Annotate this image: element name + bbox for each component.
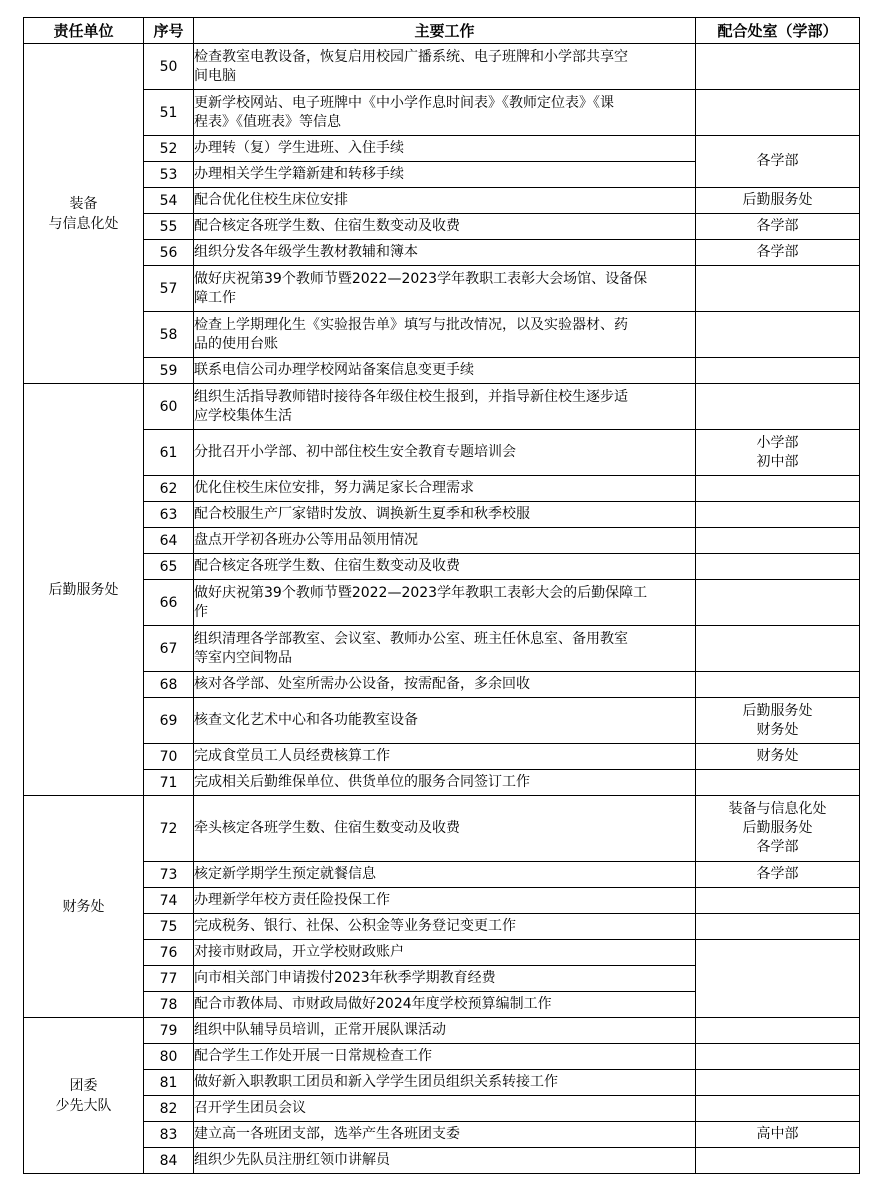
coop-cell	[696, 554, 860, 580]
coop-cell	[696, 1044, 860, 1070]
row-number: 83	[144, 1122, 194, 1148]
row-number: 79	[144, 1018, 194, 1044]
row-number: 62	[144, 476, 194, 502]
row-number: 54	[144, 188, 194, 214]
row-number: 51	[144, 90, 194, 136]
coop-cell: 装备与信息化处 后勤服务处 各学部	[696, 796, 860, 862]
unit-cell: 财务处	[24, 796, 144, 1018]
work-cell: 组织分发各年级学生教材教辅和簿本	[194, 240, 696, 266]
coop-cell: 各学部	[696, 862, 860, 888]
work-cell: 组织少先队员注册红领巾讲解员	[194, 1148, 696, 1174]
row-number: 59	[144, 358, 194, 384]
header-row	[24, 18, 860, 44]
table-row	[24, 90, 860, 136]
table-row	[24, 430, 860, 476]
table-row	[24, 1018, 860, 1044]
table-row	[24, 770, 860, 796]
work-cell: 对接市财政局，开立学校财政账户	[194, 940, 696, 966]
table-row	[24, 862, 860, 888]
work-cell: 组织生活指导教师错时接待各年级住校生报到，并指导新住校生逐步适 应学校集体生活	[194, 384, 696, 430]
coop-cell: 各学部	[696, 214, 860, 240]
work-cell: 做好庆祝第39个教师节暨2022—2023学年教职工表彰大会场馆、设备保 障工作	[194, 266, 696, 312]
unit-cell: 后勤服务处	[24, 384, 144, 796]
row-number: 73	[144, 862, 194, 888]
table-row	[24, 1070, 860, 1096]
work-cell: 向市相关部门申请拨付2023年秋季学期教育经费	[194, 966, 696, 992]
coop-cell	[696, 266, 860, 312]
coop-cell: 小学部 初中部	[696, 430, 860, 476]
row-number: 65	[144, 554, 194, 580]
table-row	[24, 312, 860, 358]
work-cell: 完成食堂员工人员经费核算工作	[194, 744, 696, 770]
work-cell: 办理新学年校方责任险投保工作	[194, 888, 696, 914]
row-number: 50	[144, 44, 194, 90]
coop-cell	[696, 502, 860, 528]
work-cell: 优化住校生床位安排，努力满足家长合理需求	[194, 476, 696, 502]
table-row	[24, 266, 860, 312]
row-number: 66	[144, 580, 194, 626]
coop-cell: 财务处	[696, 744, 860, 770]
work-cell: 核对各学部、处室所需办公设备，按需配备，多余回收	[194, 672, 696, 698]
table-row	[24, 626, 860, 672]
coop-cell	[696, 312, 860, 358]
table-row	[24, 580, 860, 626]
table-row	[24, 476, 860, 502]
table-row	[24, 1096, 860, 1122]
work-cell: 配合学生工作处开展一日常规检查工作	[194, 1044, 696, 1070]
row-number: 60	[144, 384, 194, 430]
table-row	[24, 672, 860, 698]
row-number: 74	[144, 888, 194, 914]
work-cell: 办理相关学生学籍新建和转移手续	[194, 162, 696, 188]
row-number: 58	[144, 312, 194, 358]
table-row	[24, 240, 860, 266]
work-cell: 做好庆祝第39个教师节暨2022—2023学年教职工表彰大会的后勤保障工 作	[194, 580, 696, 626]
work-cell: 配合市教体局、市财政局做好2024年度学校预算编制工作	[194, 992, 696, 1018]
coop-cell: 各学部	[696, 240, 860, 266]
table-row	[24, 796, 860, 862]
table-row	[24, 384, 860, 430]
row-number: 80	[144, 1044, 194, 1070]
work-cell: 联系电信公司办理学校网站备案信息变更手续	[194, 358, 696, 384]
row-number: 70	[144, 744, 194, 770]
row-number: 77	[144, 966, 194, 992]
coop-cell	[696, 770, 860, 796]
work-cell: 分批召开小学部、初中部住校生安全教育专题培训会	[194, 430, 696, 476]
work-cell: 核定新学期学生预定就餐信息	[194, 862, 696, 888]
work-cell: 做好新入职教职工团员和新入学学生团员组织关系转接工作	[194, 1070, 696, 1096]
coop-cell	[696, 528, 860, 554]
header-work: 主要工作	[194, 18, 696, 44]
coop-cell	[696, 888, 860, 914]
header-coop: 配合处室（学部）	[696, 18, 860, 44]
row-number: 71	[144, 770, 194, 796]
row-number: 69	[144, 698, 194, 744]
row-number: 61	[144, 430, 194, 476]
work-cell: 召开学生团员会议	[194, 1096, 696, 1122]
work-cell: 办理转（复）学生进班、入住手续	[194, 136, 696, 162]
row-number: 67	[144, 626, 194, 672]
coop-cell: 各学部	[696, 136, 860, 188]
table-row	[24, 502, 860, 528]
work-cell: 完成相关后勤维保单位、供货单位的服务合同签订工作	[194, 770, 696, 796]
table-row	[24, 136, 860, 162]
coop-cell	[696, 358, 860, 384]
coop-cell	[696, 626, 860, 672]
row-number: 53	[144, 162, 194, 188]
table-row	[24, 554, 860, 580]
work-cell: 盘点开学初各班办公等用品领用情况	[194, 528, 696, 554]
coop-cell: 后勤服务处 财务处	[696, 698, 860, 744]
work-cell: 更新学校网站、电子班牌中《中小学作息时间表》《教师定位表》《课 程表》《值班表》等信息	[194, 90, 696, 136]
row-number: 81	[144, 1070, 194, 1096]
table-row	[24, 940, 860, 966]
work-cell: 组织清理各学部教室、会议室、教师办公室、班主任休息室、备用教室 等室内空间物品	[194, 626, 696, 672]
row-number: 57	[144, 266, 194, 312]
coop-cell	[696, 1070, 860, 1096]
table-row	[24, 1148, 860, 1174]
coop-cell	[696, 1018, 860, 1044]
row-number: 56	[144, 240, 194, 266]
coop-cell	[696, 1096, 860, 1122]
work-cell: 牵头核定各班学生数、住宿生数变动及收费	[194, 796, 696, 862]
coop-cell: 后勤服务处	[696, 188, 860, 214]
row-number: 76	[144, 940, 194, 966]
work-cell: 建立高一各班团支部，选举产生各班团支委	[194, 1122, 696, 1148]
coop-cell	[696, 1148, 860, 1174]
table-row	[24, 358, 860, 384]
table-row	[24, 888, 860, 914]
table-row	[24, 698, 860, 744]
coop-cell	[696, 914, 860, 940]
coop-cell	[696, 384, 860, 430]
work-table	[23, 17, 860, 1174]
table-row	[24, 188, 860, 214]
header-unit: 责任单位	[24, 18, 144, 44]
table-row	[24, 214, 860, 240]
work-cell: 配合优化住校生床位安排	[194, 188, 696, 214]
row-number: 75	[144, 914, 194, 940]
work-cell: 配合核定各班学生数、住宿生数变动及收费	[194, 214, 696, 240]
table-row	[24, 914, 860, 940]
unit-cell: 装备 与信息化处	[24, 44, 144, 384]
work-cell: 配合核定各班学生数、住宿生数变动及收费	[194, 554, 696, 580]
row-number: 84	[144, 1148, 194, 1174]
row-number: 68	[144, 672, 194, 698]
row-number: 52	[144, 136, 194, 162]
row-number: 63	[144, 502, 194, 528]
coop-cell	[696, 580, 860, 626]
work-cell: 核查文化艺术中心和各功能教室设备	[194, 698, 696, 744]
coop-cell	[696, 672, 860, 698]
table-row	[24, 1044, 860, 1070]
coop-cell: 高中部	[696, 1122, 860, 1148]
work-cell: 检查教室电教设备，恢复启用校园广播系统、电子班牌和小学部共享空 间电脑	[194, 44, 696, 90]
work-cell: 组织中队辅导员培训，正常开展队课活动	[194, 1018, 696, 1044]
coop-cell	[696, 90, 860, 136]
header-num: 序号	[144, 18, 194, 44]
work-cell: 配合校服生产厂家错时发放、调换新生夏季和秋季校服	[194, 502, 696, 528]
table-row	[24, 44, 860, 90]
unit-cell: 团委 少先大队	[24, 1018, 144, 1174]
table-row	[24, 744, 860, 770]
coop-cell	[696, 940, 860, 1018]
coop-cell	[696, 44, 860, 90]
work-cell: 完成税务、银行、社保、公积金等业务登记变更工作	[194, 914, 696, 940]
table-row	[24, 1122, 860, 1148]
coop-cell	[696, 476, 860, 502]
work-cell: 检查上学期理化生《实验报告单》填写与批改情况，以及实验器材、药 品的使用台账	[194, 312, 696, 358]
row-number: 82	[144, 1096, 194, 1122]
row-number: 72	[144, 796, 194, 862]
row-number: 64	[144, 528, 194, 554]
row-number: 78	[144, 992, 194, 1018]
row-number: 55	[144, 214, 194, 240]
table-row	[24, 528, 860, 554]
